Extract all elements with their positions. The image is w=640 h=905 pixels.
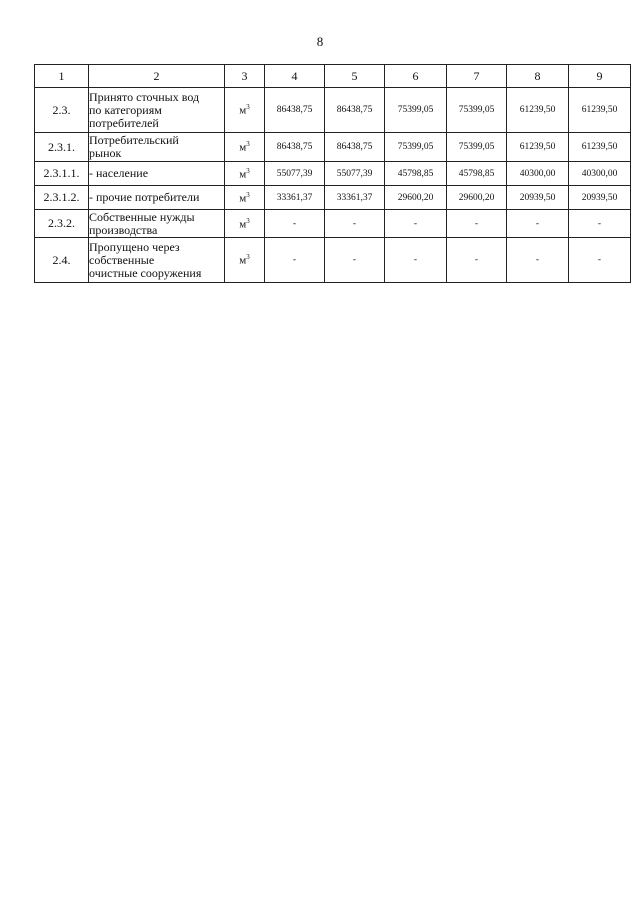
value-cell: 86438,75	[325, 133, 385, 162]
column-header-5: 5	[325, 65, 385, 88]
value-cell: -	[447, 210, 507, 238]
column-header-4: 4	[265, 65, 325, 88]
row-number: 2.3.1.	[35, 133, 89, 162]
value-cell: -	[385, 238, 447, 283]
value-cell: 20939,50	[569, 186, 631, 210]
value-cell: 29600,20	[385, 186, 447, 210]
value-cell: -	[325, 210, 385, 238]
column-header-7: 7	[447, 65, 507, 88]
value-cell: 45798,85	[385, 162, 447, 186]
value-cell: 20939,50	[507, 186, 569, 210]
table-row	[35, 210, 631, 238]
value-cell: 86438,75	[265, 88, 325, 133]
value-cell: 86438,75	[265, 133, 325, 162]
row-description: - прочие потребители	[89, 186, 225, 210]
table-row	[35, 88, 631, 133]
row-description: Потребительский рынок	[89, 133, 225, 162]
value-cell: -	[265, 210, 325, 238]
value-cell: -	[569, 210, 631, 238]
column-header-2: 2	[89, 65, 225, 88]
value-cell: 75399,05	[385, 88, 447, 133]
value-cell: 86438,75	[325, 88, 385, 133]
column-number-row	[35, 65, 631, 88]
value-cell: -	[447, 238, 507, 283]
value-cell: 29600,20	[447, 186, 507, 210]
column-header-3: 3	[225, 65, 265, 88]
value-cell: 45798,85	[447, 162, 507, 186]
value-cell: -	[507, 210, 569, 238]
row-number: 2.3.1.2.	[35, 186, 89, 210]
row-number: 2.3.1.1.	[35, 162, 89, 186]
table-row	[35, 186, 631, 210]
row-number: 2.3.	[35, 88, 89, 133]
column-header-8: 8	[507, 65, 569, 88]
column-header-6: 6	[385, 65, 447, 88]
value-cell: -	[265, 238, 325, 283]
wastewater-table	[34, 64, 631, 283]
value-cell: 33361,37	[325, 186, 385, 210]
value-cell: 55077,39	[325, 162, 385, 186]
value-cell: 61239,50	[569, 88, 631, 133]
table-row	[35, 238, 631, 283]
value-cell: 75399,05	[447, 88, 507, 133]
value-cell: 40300,00	[507, 162, 569, 186]
column-header-9: 9	[569, 65, 631, 88]
row-number: 2.3.2.	[35, 210, 89, 238]
value-cell: 61239,50	[507, 133, 569, 162]
page-number: 8	[316, 34, 324, 49]
unit-cell: $м^3$	[225, 210, 265, 238]
value-cell: 40300,00	[569, 162, 631, 186]
unit-cell: $м^3$	[225, 88, 265, 133]
unit-cell: $м^3$	[225, 133, 265, 162]
column-header-1: 1	[35, 65, 89, 88]
unit-cell: $м^3$	[225, 238, 265, 283]
table-row	[35, 133, 631, 162]
value-cell: 75399,05	[447, 133, 507, 162]
row-description: Принято сточных вод по категориям потребителей	[89, 88, 225, 133]
row-description: - население	[89, 162, 225, 186]
value-cell: -	[385, 210, 447, 238]
row-description: Собственные нужды производства	[89, 210, 225, 238]
value-cell: 33361,37	[265, 186, 325, 210]
value-cell: 75399,05	[385, 133, 447, 162]
value-cell: -	[569, 238, 631, 283]
value-cell: -	[507, 238, 569, 283]
value-cell: -	[325, 238, 385, 283]
unit-cell: $м^3$	[225, 162, 265, 186]
row-description: Пропущено через собственные очистные сооружения	[89, 238, 225, 283]
value-cell: 61239,50	[569, 133, 631, 162]
value-cell: 61239,50	[507, 88, 569, 133]
unit-cell: $м^3$	[225, 186, 265, 210]
row-number: 2.4.	[35, 238, 89, 283]
table-row	[35, 162, 631, 186]
value-cell: 55077,39	[265, 162, 325, 186]
